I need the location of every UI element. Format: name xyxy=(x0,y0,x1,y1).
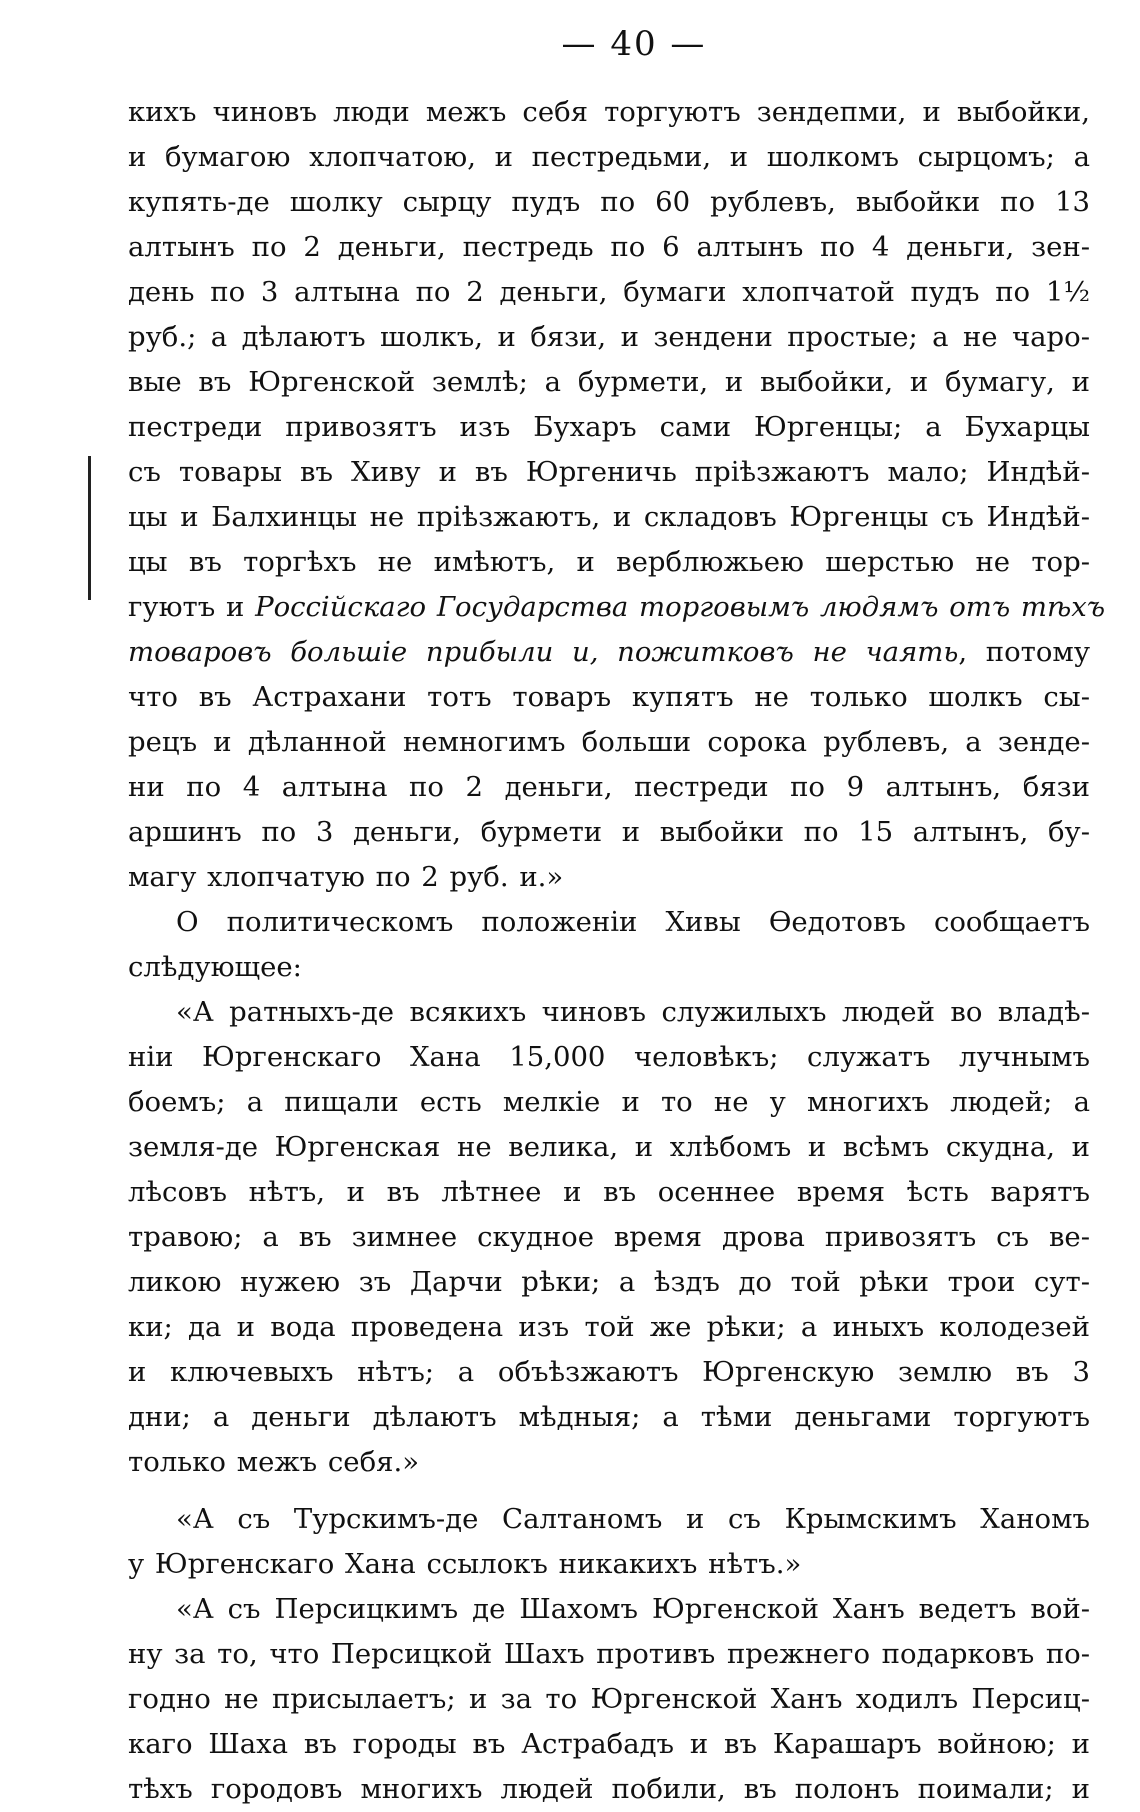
paragraph xyxy=(128,90,1106,900)
text-line: ликою нужею зъ Дарчи рѣки; а ѣздъ до той рѣки трои сут- xyxy=(128,1266,1090,1298)
text-line: руб.; а дѣлаютъ шолкъ, и бязи, и зендени простые; а не чаро- xyxy=(128,321,1090,353)
text-line: тѣхъ городовъ многихъ людей побили, въ полонъ поимали; и xyxy=(128,1773,1090,1805)
text-line: съ товары въ Хиву и въ Юргеничь пріѣзжаютъ мало; Индѣй- xyxy=(128,456,1090,488)
text-line: алтынъ по 2 деньги, пестредь по 6 алтынъ по 4 деньги, зен- xyxy=(128,231,1090,263)
text-line: аршинъ по 3 деньги, бурмети и выбойки по 15 алтынъ, бу- xyxy=(128,816,1090,848)
paragraph xyxy=(128,900,1090,990)
text-line: кихъ чиновъ люди межъ себя торгуютъ зендепми, и выбойки, xyxy=(128,96,1090,128)
text-line: ніи Юргенскаго Хана 15,000 человѣкъ; служатъ лучнымъ xyxy=(128,1041,1090,1073)
text-line: гуютъ и Россійскаго Государства торговымъ людямъ отъ тѣхъ xyxy=(128,591,1106,623)
text-line: день по 3 алтына по 2 деньги, бумаги хлопчатой пудъ по 1½ xyxy=(128,276,1090,308)
margin-pencil-mark xyxy=(88,456,91,600)
text-line: каго Шаха въ городы въ Астрабадъ и въ Карашаръ войною; и xyxy=(128,1728,1090,1760)
text-line: и ключевыхъ нѣтъ; а объѣзжаютъ Юргенскую землю въ 3 xyxy=(128,1356,1090,1388)
text-line: О политическомъ положеніи Хивы Ѳедотовъ сообщаетъ xyxy=(176,906,1090,938)
text-line: земля-де Юргенская не велика, и хлѣбомъ и всѣмъ скудна, и xyxy=(128,1131,1090,1163)
text-line: «А съ Персицкимъ де Шахомъ Юргенской Ханъ ведетъ вой- xyxy=(176,1593,1090,1625)
text-line: ну за то, что Персицкой Шахъ противъ прежнего подарковъ по- xyxy=(128,1638,1090,1670)
italic-phrase: Россійскаго Государства торговымъ людямъ отъ тѣхъ xyxy=(255,591,1106,623)
paragraph xyxy=(128,1587,1090,1812)
text-line: у Юргенскаго Хана ссылокъ никакихъ нѣтъ.» xyxy=(128,1548,802,1580)
text-line: цы въ торгѣхъ не имѣютъ, и верблюжьею шерстью не тор- xyxy=(128,546,1090,578)
text-line: только межъ себя.» xyxy=(128,1446,420,1478)
text-line: рецъ и дѣланной немногимъ больши сорока рублевъ, а зенде- xyxy=(128,726,1090,758)
text-line: купять-де шолку сырцу пудъ по 60 рублевъ, выбойки по 13 xyxy=(128,186,1090,218)
body-text xyxy=(128,90,1106,1812)
text-line: травою; а въ зимнее скудное время дрова привозятъ съ ве- xyxy=(128,1221,1090,1253)
text-line: боемъ; а пищали есть мелкіе и то не у многихъ людей; а xyxy=(128,1086,1090,1118)
text-line: пестреди привозятъ изъ Бухаръ сами Юргенцы; а Бухарцы xyxy=(128,411,1090,443)
text-line: магу хлопчатую по 2 руб. и.» xyxy=(128,861,564,893)
text-line: товаровъ большіе прибыли и, пожитковъ не чаять, потому xyxy=(128,636,1090,668)
paragraph xyxy=(128,1497,1090,1587)
text-line: ни по 4 алтына по 2 деньги, пестреди по 9 алтынъ, бязи xyxy=(128,771,1090,803)
text-line: что въ Астрахани тотъ товаръ купятъ не только шолкъ сы- xyxy=(128,681,1090,713)
text-line: ки; да и вода проведена изъ той же рѣки; а иныхъ колодезей xyxy=(128,1311,1090,1343)
text-line: цы и Балхинцы не пріѣзжаютъ, и складовъ Юргенцы съ Индѣй- xyxy=(128,501,1090,533)
text-line: дни; а деньги дѣлаютъ мѣдныя; а тѣми деньгами торгуютъ xyxy=(128,1401,1090,1433)
text-line: годно не присылаетъ; и за то Юргенской Ханъ ходилъ Персиц- xyxy=(128,1683,1090,1715)
text-line: вые въ Юргенской землѣ; а бурмети, и выбойки, и бумагу, и xyxy=(128,366,1090,398)
text-line: «А ратныхъ-де всякихъ чиновъ служилыхъ людей во владѣ- xyxy=(176,996,1090,1028)
text-line: слѣдующее: xyxy=(128,951,302,983)
paragraph xyxy=(128,990,1090,1485)
text-line: и бумагою хлопчатою, и пестредьми, и шолкомъ сырцомъ; а xyxy=(128,141,1090,173)
text-line: лѣсовъ нѣтъ, и въ лѣтнее и въ осеннее время ѣсть варятъ xyxy=(128,1176,1090,1208)
text-line: «А съ Турскимъ-де Салтаномъ и съ Крымскимъ Ханомъ xyxy=(176,1503,1090,1535)
italic-phrase: товаровъ большіе прибыли и, пожитковъ не чаять xyxy=(128,636,959,668)
page-number: — 40 — xyxy=(561,24,707,64)
